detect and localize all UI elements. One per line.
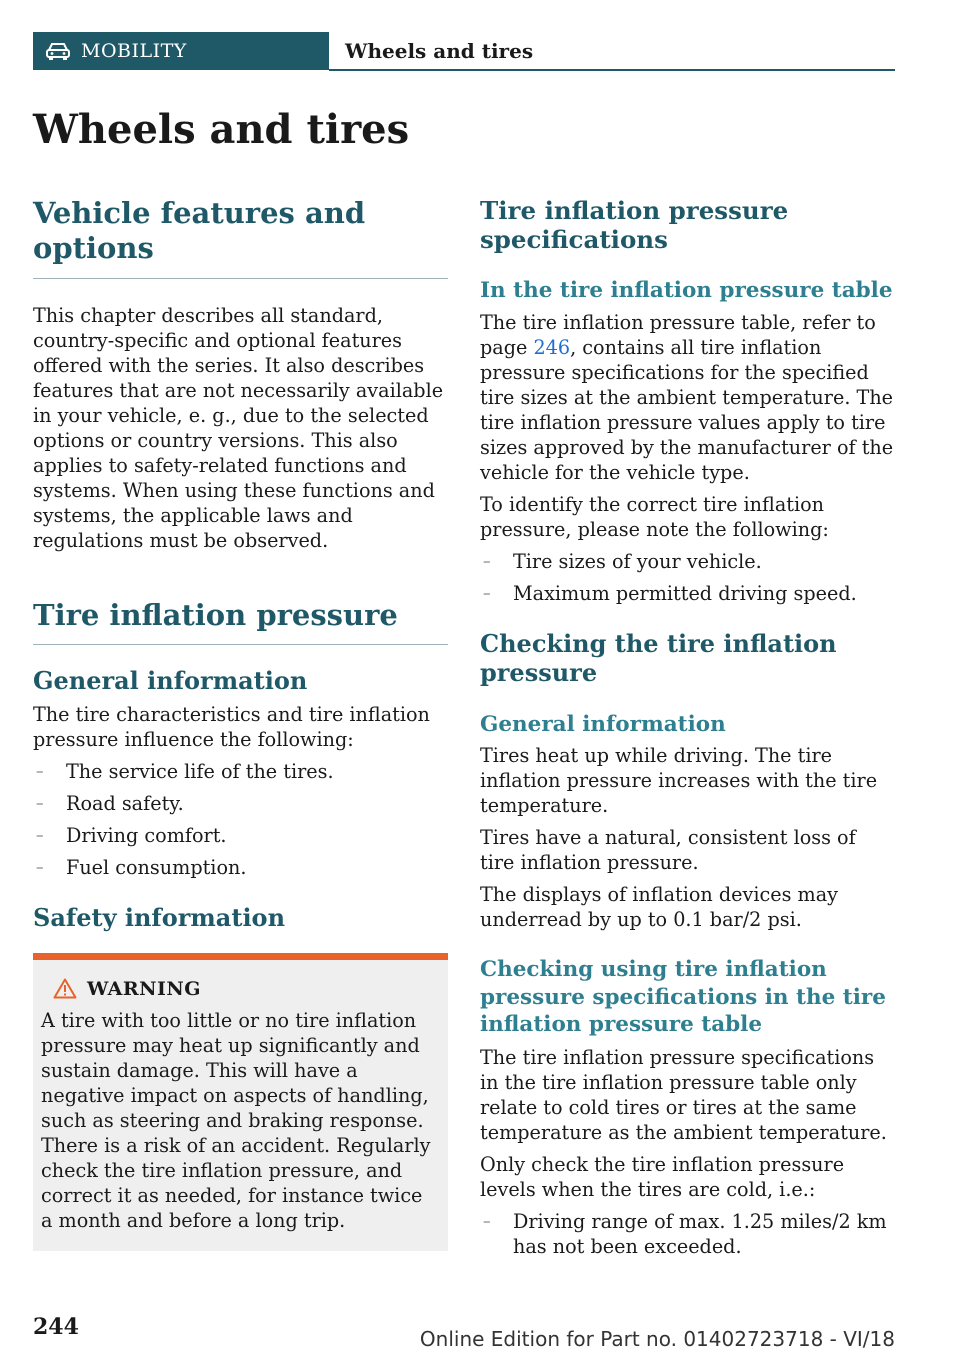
page-link[interactable]: 246 xyxy=(533,336,571,360)
warning-triangle-icon xyxy=(53,978,77,999)
list-item: – Tire sizes of your vehicle. xyxy=(480,549,895,574)
specs-paragraph xyxy=(480,310,895,485)
list-item: – Maximum permitted driving speed. xyxy=(480,581,895,606)
checking-general-p2: Tires have a natural, consistent loss of tire inflation pressure. xyxy=(480,826,856,875)
checking-general-p3: The displays of inflation devices may underread by up to 0.1 bar/2 psi. xyxy=(480,883,838,932)
list-item: – The service life of the tires. xyxy=(33,759,448,784)
header-page-heading: Wheels and tires xyxy=(345,39,534,63)
specs-text: The tire inflation pressure table, refer to page xyxy=(480,311,876,360)
general-info-body: The tire characteristics and tire inflation pressure influence the following: xyxy=(33,703,430,752)
checking-general-p1: Tires heat up while driving. The tire inflation pressure increases with the tire temperature. xyxy=(480,744,878,818)
checking-heading: Checking the tire inflation pressure xyxy=(480,629,837,688)
running-header xyxy=(33,32,895,70)
identify-paragraph: To identify the correct tire inflation pressure, please note the following: xyxy=(480,493,829,542)
list-item: – Driving range of max. 1.25 miles/2 km has not been exceeded. xyxy=(480,1209,895,1259)
right-column xyxy=(480,196,895,1259)
checking-using-p1: The tire inflation pressure specifications in the tire inflation pressure table only relate to cold tires or tires at the same temperature as the ambient temperature. xyxy=(480,1045,887,1144)
header-rule xyxy=(329,69,895,71)
influence-list xyxy=(33,759,448,880)
checking-using-heading: Checking using tire inflation pressure specifications in the tire inflation pressure table xyxy=(480,957,886,1038)
checking-using-p2: Only check the tire inflation pressure levels when the tires are cold, i.e.: xyxy=(480,1152,845,1201)
warning-body: A tire with too little or no tire inflation pressure may heat up significantly and sustain damage. This will have a negative impact on aspects of handling, such as steering and braking response. There is a risk of an accident. Regularly check the tire inflation pressure, and correct it as needed, for instance twice a month and before a long trip. xyxy=(41,1008,431,1232)
safety-info-heading: Safety information xyxy=(33,903,286,933)
warning-label: WARNING xyxy=(87,977,202,1000)
tire-pressure-heading: Tire inflation pressure xyxy=(33,598,448,646)
warning-header xyxy=(41,978,438,1000)
car-icon xyxy=(45,41,71,61)
page-title: Wheels and tires xyxy=(33,106,410,153)
table-subheading: In the tire inflation pressure table xyxy=(480,277,893,303)
list-item: – Road safety. xyxy=(33,791,448,816)
vehicle-features-body: This chapter describes all standard, country-specific and optional features offered with the series. It also describes features that are not necessarily available in your vehicle, e. g., due to the selected options or country versions. This also applies to safety-related functions and systems. When using these functions and systems, the applicable laws and regulations must be observed. xyxy=(33,303,444,552)
list-item: – Driving comfort. xyxy=(33,823,448,848)
warning-box xyxy=(33,953,448,1251)
section-label: MOBILITY xyxy=(81,40,187,62)
general-info-heading: General information xyxy=(33,666,308,696)
section-tab xyxy=(33,32,329,70)
specs-heading: Tire inflation pressure specifications xyxy=(480,196,789,255)
specs-text: , contains all tire inflation pressure specifications for the specified tire sizes at the ambient temperature. The tire inflation pressure values apply to tire sizes approved by the manufacturer of the vehicle for the vehicle type. xyxy=(480,336,894,485)
identify-list xyxy=(480,549,895,606)
cold-tires-list xyxy=(480,1209,895,1259)
list-item: – Fuel consumption. xyxy=(33,855,448,880)
checking-general-heading: General information xyxy=(480,711,726,737)
edition-footer: Online Edition for Part no. 01402723718 - VI/18 xyxy=(419,1327,895,1351)
vehicle-features-heading: Vehicle features and options xyxy=(33,196,448,279)
page-number: 244 xyxy=(33,1314,79,1340)
left-column xyxy=(33,196,448,1251)
